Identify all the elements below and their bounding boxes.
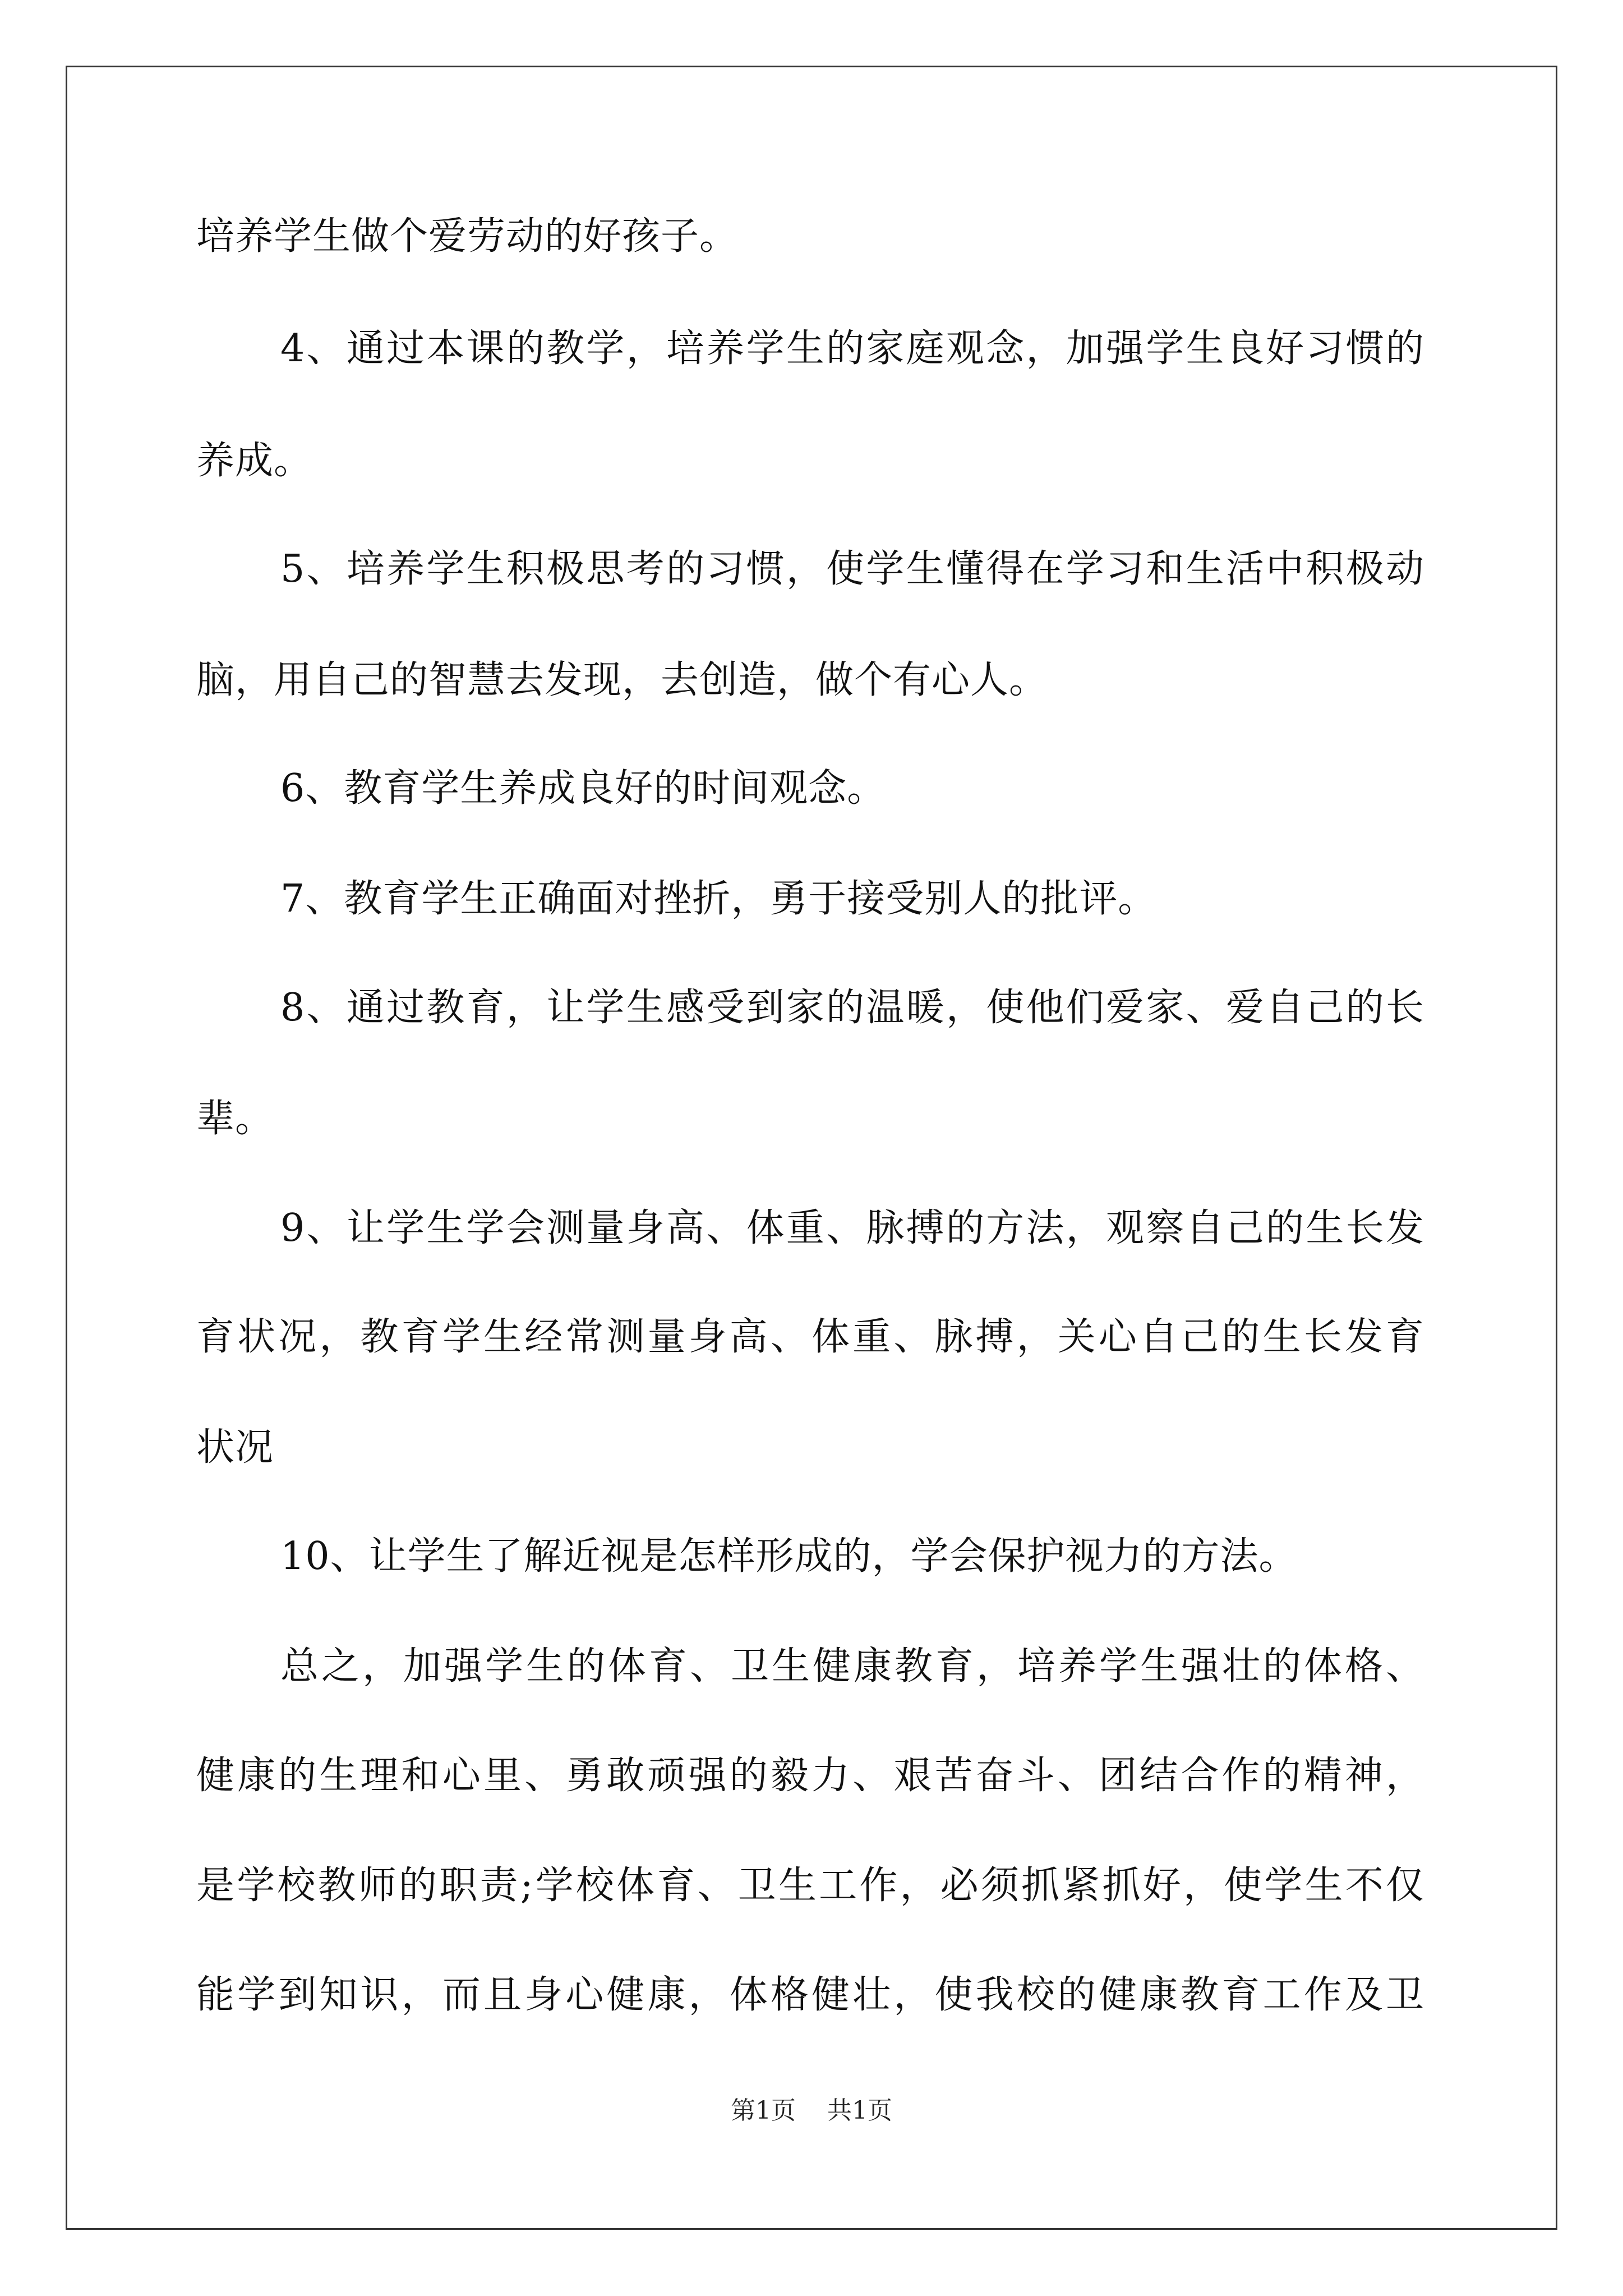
text-line: 状况 — [196, 1425, 274, 1470]
text-line: 养成。 — [196, 439, 313, 483]
text-line: 8、通过教育，让学生感受到家的温暖，使他们爱家、爱自己的长 — [280, 986, 1424, 1030]
text-line: 辈。 — [196, 1097, 274, 1141]
text-line: 能学到知识，而且身心健康，体格健壮，使我校的健康教育工作及卫 — [196, 1973, 1424, 2017]
page-total: 共1页 — [827, 2096, 892, 2125]
text-line: 脑，用自己的智慧去发现，去创造，做个有心人。 — [196, 658, 1048, 702]
text-line: 健康的生理和心里、勇敢顽强的毅力、艰苦奋斗、团结合作的精神， — [196, 1754, 1424, 1798]
text-line: 5、培养学生积极思考的习惯，使学生懂得在学习和生活中积极动 — [280, 547, 1424, 591]
page-footer — [0, 2095, 1623, 2127]
page-number: 第1页 — [731, 2096, 796, 2125]
text-line: 10、让学生了解近视是怎样形成的，学会保护视力的方法。 — [280, 1534, 1298, 1579]
text-line: 9、让学生学会测量身高、体重、脉搏的方法，观察自己的生长发 — [280, 1206, 1424, 1250]
text-line: 7、教育学生正确面对挫折，勇于接受别人的批评。 — [280, 877, 1157, 921]
text-line: 育状况，教育学生经常测量身高、体重、脉搏，关心自己的生长发育 — [196, 1315, 1424, 1359]
text-line: 是学校教师的职责;学校体育、卫生工作，必须抓紧抓好，使学生不仅 — [196, 1864, 1424, 1908]
text-line: 总之，加强学生的体育、卫生健康教育，培养学生强壮的体格、 — [280, 1644, 1424, 1688]
text-line: 4、通过本课的教学，培养学生的家庭观念，加强学生良好习惯的 — [280, 326, 1424, 371]
text-line: 培养学生做个爱劳动的好孩子。 — [196, 214, 739, 259]
text-line: 6、教育学生养成良好的时间观念。 — [280, 766, 886, 811]
